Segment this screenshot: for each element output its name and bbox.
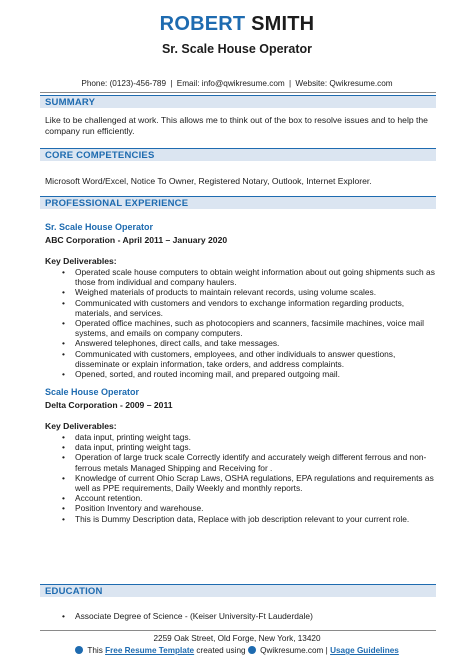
free-template-link[interactable]: Free Resume Template	[105, 646, 195, 655]
summary-heading: SUMMARY	[40, 95, 436, 108]
list-item: • data input, printing weight tags.	[62, 432, 436, 442]
first-name: ROBERT	[159, 13, 246, 35]
list-item: • Answered telephones, direct calls, and take messages.	[62, 338, 436, 348]
usage-guidelines-link[interactable]: Usage Guidelines	[330, 646, 399, 655]
candidate-name	[0, 13, 474, 35]
experience-heading: PROFESSIONAL EXPERIENCE	[40, 196, 436, 209]
list-item: • Position Inventory and warehouse.	[62, 503, 436, 513]
footer-credit	[0, 645, 474, 656]
education-heading: EDUCATION	[40, 584, 436, 597]
footer-divider	[40, 630, 436, 631]
list-item: • data input, printing weight tags.	[62, 442, 436, 452]
email-text: Email: info@qwikresume.com	[176, 79, 285, 88]
competencies-heading: CORE COMPETENCIES	[40, 148, 436, 161]
education-list	[62, 611, 436, 621]
list-item: • Associate Degree of Science - (Keiser University-Ft Lauderdale)	[62, 611, 436, 621]
qwikresume-logo-icon	[75, 646, 83, 654]
list-item: • Knowledge of current Ohio Scrap Laws, OSHA regulations, EPA regulations and requirements as well as PPE requirements, Daily Weekly and monthly reports.	[62, 473, 436, 493]
job-role: Sr. Scale House Operator	[45, 222, 154, 232]
list-item: • Operation of large truck scale Correctly identify and accurately weigh different ferrous and non-ferrous metals Managed Shipping and Receiving for .	[62, 452, 436, 472]
list-item: • This is Dummy Description data, Replace with job description relevant to your current role.	[62, 514, 436, 524]
summary-text: Like to be challenged at work. This allows me to think out of the box to resolve issues and to help the company run efficiently.	[45, 115, 428, 137]
qwikresume-logo-icon	[248, 646, 256, 654]
contact-line	[0, 78, 474, 89]
list-item: • Communicated with customers, employees, and other individuals to answer questions, disseminate or explain information, take orders, and address complaints.	[62, 349, 436, 369]
contact-separator: |	[288, 79, 292, 88]
list-item: • Weighed materials of products to maintain relevant records, using volume scales.	[62, 287, 436, 297]
header-divider	[40, 92, 436, 93]
website-text: Website: Qwikresume.com	[295, 79, 393, 88]
contact-separator: |	[170, 79, 173, 88]
footer-created-text: created using	[196, 646, 246, 655]
job-title: Sr. Scale House Operator	[161, 42, 313, 56]
deliverables-label: Key Deliverables:	[45, 256, 117, 266]
job-bullets	[62, 267, 436, 379]
list-item: • Communicated with customers and vendors to exchange information regarding products, materials, and services.	[62, 298, 436, 318]
deliverables-label: Key Deliverables:	[45, 421, 117, 431]
footer-site-text: Qwikresume.com	[260, 646, 324, 655]
job-role: Scale House Operator	[45, 387, 140, 397]
list-item: • Opened, sorted, and routed incoming mail, and prepared outgoing mail.	[62, 369, 436, 379]
footer-pipe: |	[325, 646, 328, 655]
job-company: Delta Corporation - 2009 – 2011	[45, 400, 173, 410]
footer-this-text: This	[87, 646, 103, 655]
list-item: • Operated office machines, such as photocopiers and scanners, facsimile machines, voice mail systems, and emails on company computers.	[62, 318, 436, 338]
phone-text: Phone: (0123)-456-789	[81, 79, 167, 88]
competencies-text: Microsoft Word/Excel, Notice To Owner, Registered Notary, Outlook, Internet Explorer.	[45, 176, 372, 186]
list-item: • Operated scale house computers to obtain weight information about out going shipments such as those from individual and company haulers.	[62, 267, 436, 287]
job-bullets	[62, 432, 436, 524]
list-item: • Account retention.	[62, 493, 436, 503]
last-name: SMITH	[251, 13, 315, 35]
job-company: ABC Corporation - April 2011 – January 2020	[45, 235, 228, 245]
footer-address: 2259 Oak Street, Old Forge, New York, 13420	[153, 634, 321, 643]
